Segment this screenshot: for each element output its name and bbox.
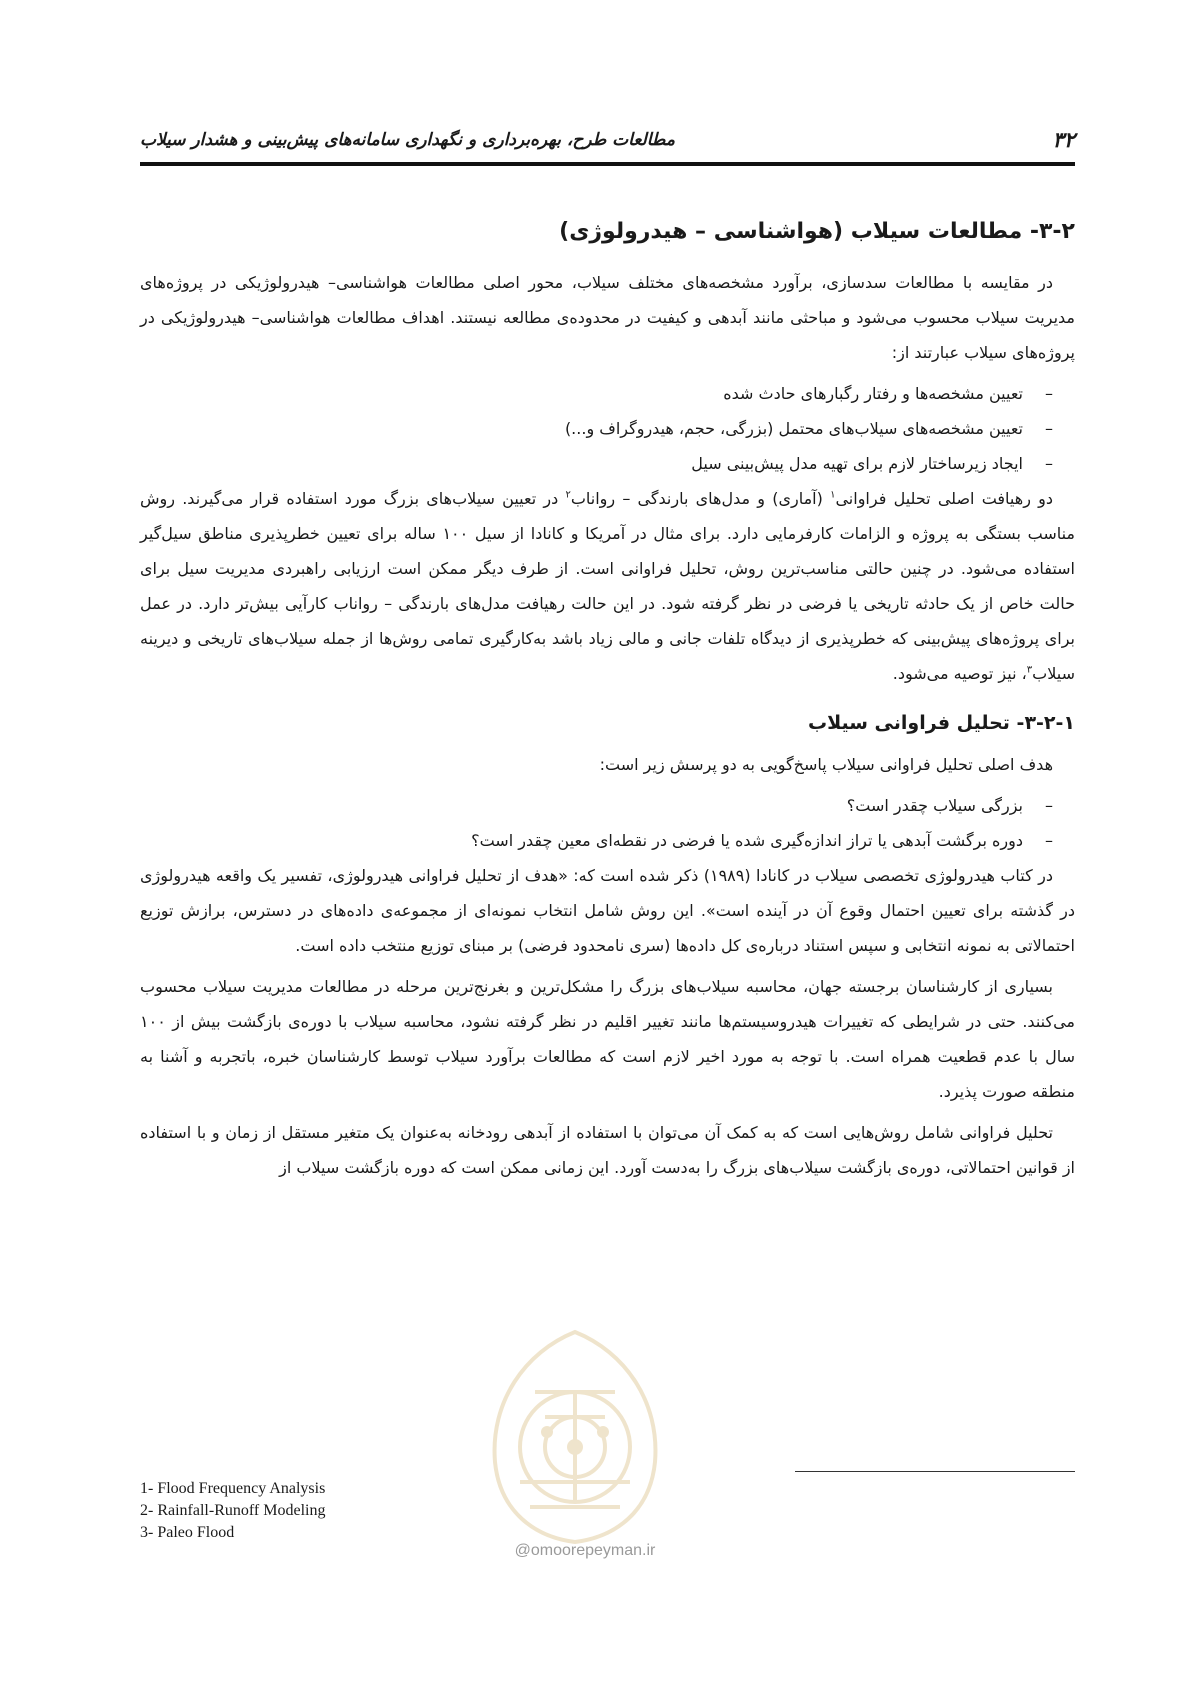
list-item: [140, 788, 1053, 823]
approaches-text-2: (آماری) و مدل‌های بارندگی – رواناب: [570, 489, 831, 508]
list-item-text: ایجاد زیرساختار لازم برای تهیه مدل پیش‌بینی سیل: [691, 454, 1023, 473]
list-item-text: تعیین مشخصه‌ها و رفتار رگبارهای حادث شده: [723, 384, 1023, 403]
body-paragraph: در کتاب هیدرولوژی تخصصی سیلاب در کانادا (۱۹۸۹) ذکر شده است که: «هدف از تحلیل فراوانی هیدرولوژی، تفسیر یک واقعه هیدرولوژی در گذشته برای تعیین احتمال وقوع آن در آینده است». این روش شامل انتخاب نمونه‌ای از مجموعه‌ی داده‌های در دسترس، برازش توزیع احتمالاتی به نمونه انتخابی و سپس استناد درباره‌ی کل داده‌ها (سری نامحدود فرضی) بر مبنای توزیع منتخب داده است.: [140, 866, 1075, 955]
header-rule: [140, 162, 1075, 166]
dash-bullet-icon: –: [1045, 454, 1053, 473]
footnote: 1- Flood Frequency Analysis: [140, 1480, 326, 1497]
footnote: 2- Rainfall-Runoff Modeling: [140, 1502, 326, 1519]
footnote-separator: [795, 1471, 1075, 1472]
footnote: 3- Paleo Flood: [140, 1524, 235, 1541]
approaches-text-3: در تعیین سیلاب‌های بزرگ مورد استفاده قرار می‌گیرند. روش مناسب بستگی به پروژه و الزامات کارفرمایی دارد. برای مثال در آمریکا و کانادا از سیل ۱۰۰ ساله برای تعیین خطرپذیری مناطق سیل‌گیر استفاده می‌شود. در چنین حالتی مناسب‌ترین روش، تحلیل فراوانی است. از طرف دیگر ممکن است ارزیابی راهبردی مدیریت سیل برای حالت خاص از یک حادثه تاریخی یا فرضی در نظر گرفته شود. در این حالت رهیافت مدل‌های بارندگی – رواناب کارآیی بیش‌تر دارد. در عمل برای پروژه‌های پیش‌بینی که خطرپذیری از دیدگاه تلفات جانی و مالی زیاد باشد به‌کارگیری تمامی روش‌ها از جمله سیلاب‌های تاریخی و دیرینه سیلاب: [140, 489, 1076, 683]
list-item: [140, 446, 1053, 481]
list-item: [140, 823, 1053, 858]
watermark-url: @omoorepeyman.ir: [514, 1542, 656, 1559]
list-item-text: بزرگی سیلاب چقدر است؟: [846, 796, 1023, 815]
questions-list: [140, 788, 1075, 858]
body-paragraph: بسیاری از کارشناسان برجسته جهان، محاسبه سیلاب‌های بزرگ را مشکل‌ترین و بغرنج‌ترین مرحله در مطالعات مدیریت سیلاب محسوب می‌کنند. حتی در شرایطی که تغییرات هیدروسیستم‌ها مانند تغییر اقلیم در نظر گرفته نشود، محاسبه سیلاب با دوره‌ی بازگشت بیش از ۱۰۰ سال با عدم قطعیت همراه است. با توجه به مورد اخیر لازم است که مطالعات برآورد سیلاب توسط کارشناسان خبره، باتجربه و آشنا به منطقه صورت پذیرد.: [140, 977, 1075, 1101]
main-content: [140, 215, 1075, 1191]
list-item: [140, 411, 1053, 446]
goals-list: [140, 376, 1075, 481]
dash-bullet-icon: –: [1045, 419, 1053, 438]
dash-bullet-icon: –: [1045, 796, 1053, 815]
running-title: مطالعات طرح، بهره‌برداری و نگهداری سامانه‌های پیش‌بینی و هشدار سیلاب: [140, 130, 675, 150]
approaches-text-4: ، نیز توصیه می‌شود.: [892, 664, 1027, 683]
dash-bullet-icon: –: [1045, 831, 1053, 850]
section-title: ۳-۲- مطالعات سیلاب (هواشناسی – هیدرولوژی): [559, 219, 1075, 244]
approaches-paragraph: [140, 481, 1075, 691]
page-number: ۳۲: [1052, 128, 1075, 152]
dash-bullet-icon: –: [1045, 384, 1053, 403]
subsection-lead-paragraph: هدف اصلی تحلیل فراوانی سیلاب پاسخ‌گویی به دو پرسش زیر است:: [599, 755, 1053, 774]
page-header: [140, 122, 1075, 160]
footnotes: [140, 1478, 640, 1544]
approaches-text-1: دو رهیافت اصلی تحلیل فراوانی: [835, 489, 1054, 508]
section-intro-paragraph: در مقایسه با مطالعات سدسازی، برآورد مشخصه‌های مختلف سیلاب، محور اصلی مطالعات هواشناسی– هیدرولوژیکی در پروژه‌های مدیریت سیلاب محسوب می‌شود و مباحثی مانند آبدهی و کیفیت در محدوده‌ی مطالعه نیستند. اهداف مطالعات هواشناسی– هیدرولوژیکی در پروژه‌های سیلاب عبارتند از:: [140, 273, 1075, 362]
list-item-text: تعیین مشخصه‌های سیلاب‌های محتمل (بزرگی، حجم، هیدروگراف و...): [564, 419, 1023, 438]
footnote-ref-3: ۳: [1026, 664, 1033, 676]
footnote-ref-2: ۲: [565, 489, 571, 501]
list-item-text: دوره برگشت آبدهی یا تراز اندازه‌گیری شده یا فرضی در نقطه‌ای معین چقدر است؟: [471, 831, 1023, 850]
body-paragraph: تحلیل فراوانی شامل روش‌هایی است که به کمک آن می‌توان با استفاده از آبدهی رودخانه به‌عنوان یک متغیر مستقل از زمان و با استفاده از قوانین احتمالاتی، دوره‌ی بازگشت سیلاب‌های بزرگ را به‌دست آورد. این زمانی ممکن است که دوره بازگشت سیلاب از: [140, 1123, 1075, 1177]
list-item: [140, 376, 1053, 411]
subsection-title: ۳-۲-۱- تحلیل فراوانی سیلاب: [807, 712, 1075, 734]
footnote-ref-1: ۱: [830, 489, 836, 501]
